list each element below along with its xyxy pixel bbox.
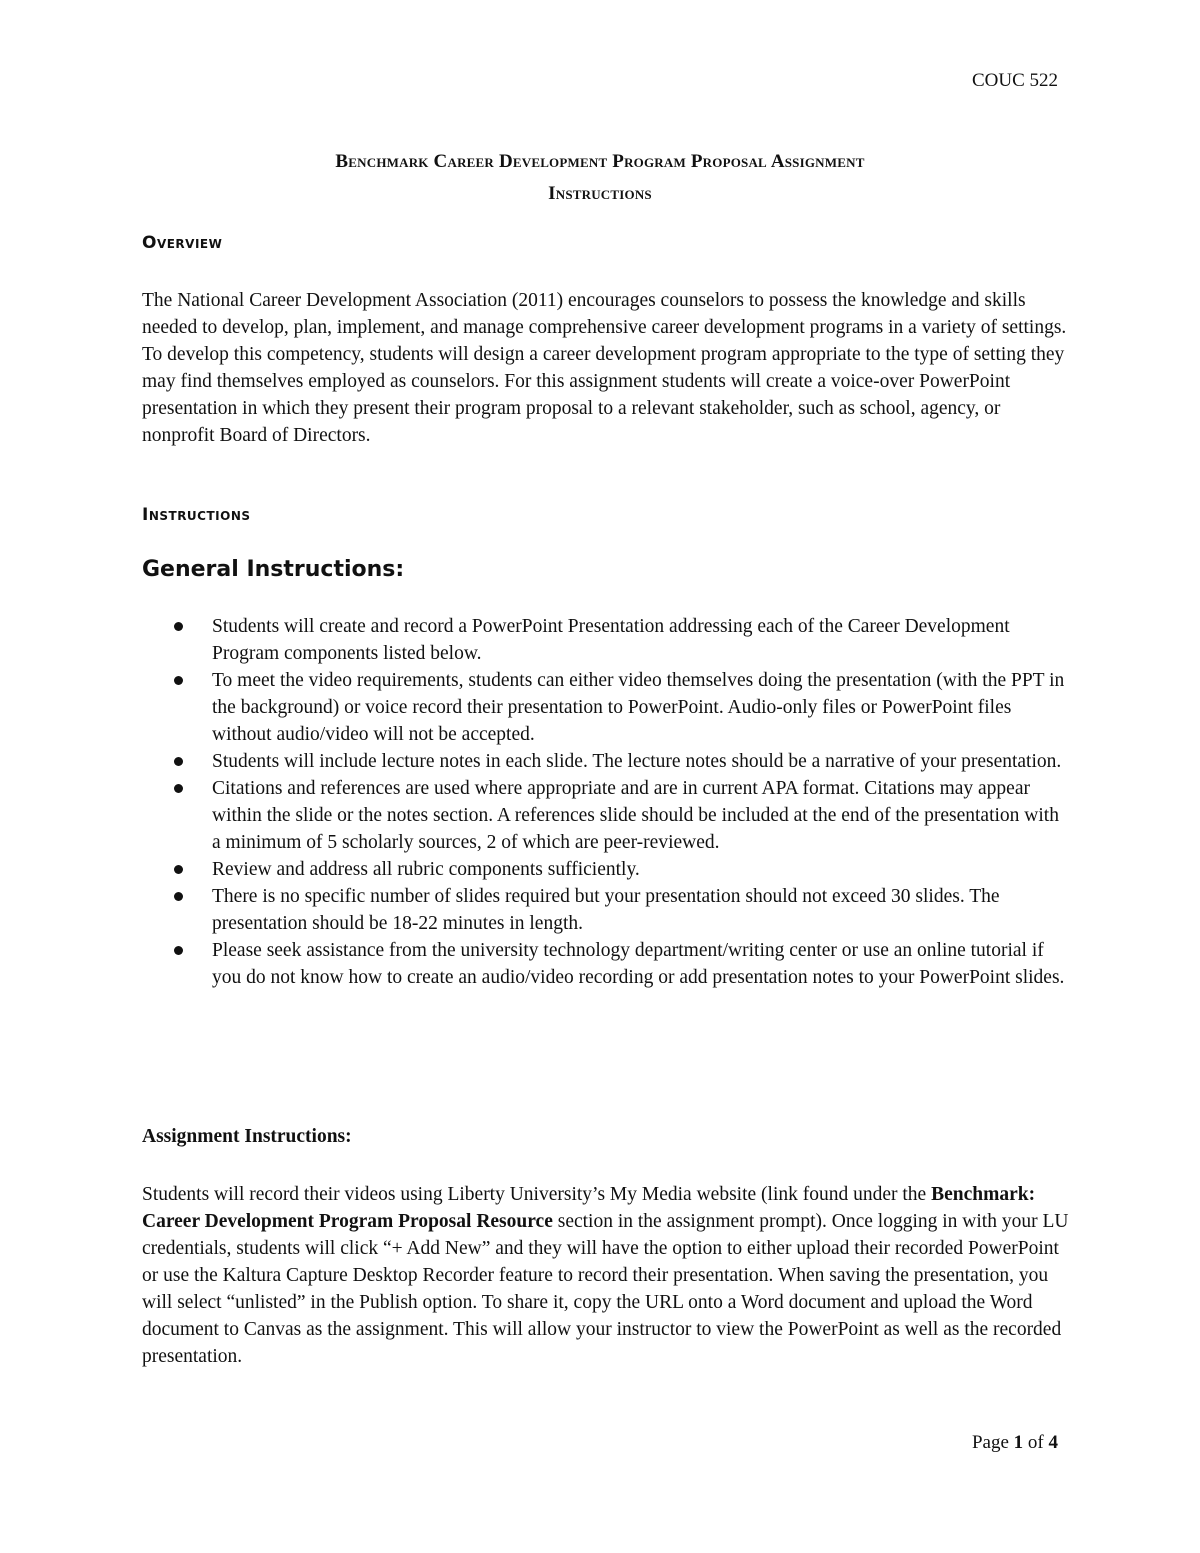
- bullet-icon: [174, 946, 183, 955]
- bullet-icon: [174, 622, 183, 631]
- list-item-text: To meet the video requirements, students can either video themselves doing the presentation (with the PPT in the background) or voice record their presentation to PowerPoint. Audio-only files or PowerPoint files without audio/video will not be accepted.: [212, 670, 1065, 745]
- list-item: [142, 883, 1072, 937]
- bullet-icon: [174, 865, 183, 874]
- instructions-heading: Instructions: [142, 505, 251, 525]
- assignment-text-after: section in the assignment prompt). Once logging in with your LU credentials, students will click “+ Add New” and they will have the option to either upload their recorded PowerPoint or use the Kaltura Capture Desktop Recorder feature to record their presentation. When saving the presentation, you will select “unlisted” in the Publish option. To share it, copy the URL onto a Word document and upload the Word document to Canvas as the assignment. This will allow your instructor to view the PowerPoint as well as the recorded presentation.: [142, 1211, 1069, 1367]
- list-item-text: Please seek assistance from the university technology department/writing center or use an online tutorial if you do not know how to create an audio/video recording or add presentation notes to your PowerPoint slides.: [212, 940, 1065, 988]
- page-number: [972, 1432, 1058, 1454]
- of-label: of: [1027, 1432, 1044, 1453]
- assignment-instructions-heading: Assignment Instructions:: [142, 1126, 352, 1147]
- general-instructions-heading: General Instructions:: [142, 557, 405, 582]
- bullet-icon: [174, 757, 183, 766]
- bullet-icon: [174, 784, 183, 793]
- page-label: Page: [971, 1432, 1009, 1453]
- assignment-paragraph: [142, 1181, 1072, 1370]
- list-item: [142, 613, 1072, 667]
- course-code: COUC 522: [971, 70, 1058, 91]
- document-title: [100, 146, 1100, 210]
- overview-paragraph: The National Career Development Association (2011) encourages counselors to possess the knowledge and skills needed to develop, plan, implement, and manage comprehensive career development programs in a variety of settings. To develop this competency, students will design a career development program appropriate to the type of setting they may find themselves employed as counselors. For this assignment students will create a voice-over PowerPoint presentation in which they present their program proposal to a relevant stakeholder, such as school, agency, or nonprofit Board of Directors.: [142, 290, 1067, 446]
- title-line-1: Benchmark Career Development Program Proposal Assignment: [335, 151, 865, 172]
- list-item-text: Citations and references are used where appropriate and are in current APA format. Citations may appear within the slide or the notes section. A references slide should be included at the end of the presentation with a minimum of 5 scholarly sources, 2 of which are peer-reviewed.: [212, 778, 1059, 853]
- general-instructions-list: [142, 613, 1072, 991]
- list-item-text: Review and address all rubric components sufficiently.: [212, 859, 640, 880]
- bullet-icon: [174, 892, 183, 901]
- list-item: [142, 667, 1072, 748]
- list-item-text: Students will include lecture notes in each slide. The lecture notes should be a narrative of your presentation.: [212, 751, 1062, 772]
- assignment-text-before: Students will record their videos using Liberty University’s My Media website (link found under the: [142, 1184, 932, 1205]
- title-line-2: Instructions: [548, 183, 652, 204]
- list-item: [142, 748, 1072, 775]
- current-page: 1: [1013, 1432, 1024, 1453]
- list-item: [142, 856, 1072, 883]
- list-item-text: Students will create and record a PowerPoint Presentation addressing each of the Career Development Program components listed below.: [212, 616, 1010, 664]
- total-pages: 4: [1048, 1432, 1058, 1453]
- list-item: [142, 775, 1072, 856]
- bullet-icon: [174, 676, 183, 685]
- resource-section-name: Benchmark: Career Development Program Proposal Resource: [142, 1184, 1036, 1232]
- list-item-text: There is no specific number of slides required but your presentation should not exceed 30 slides. The presentation should be 18-22 minutes in length.: [212, 886, 1000, 934]
- list-item: [142, 937, 1072, 991]
- overview-heading: Overview: [142, 233, 223, 253]
